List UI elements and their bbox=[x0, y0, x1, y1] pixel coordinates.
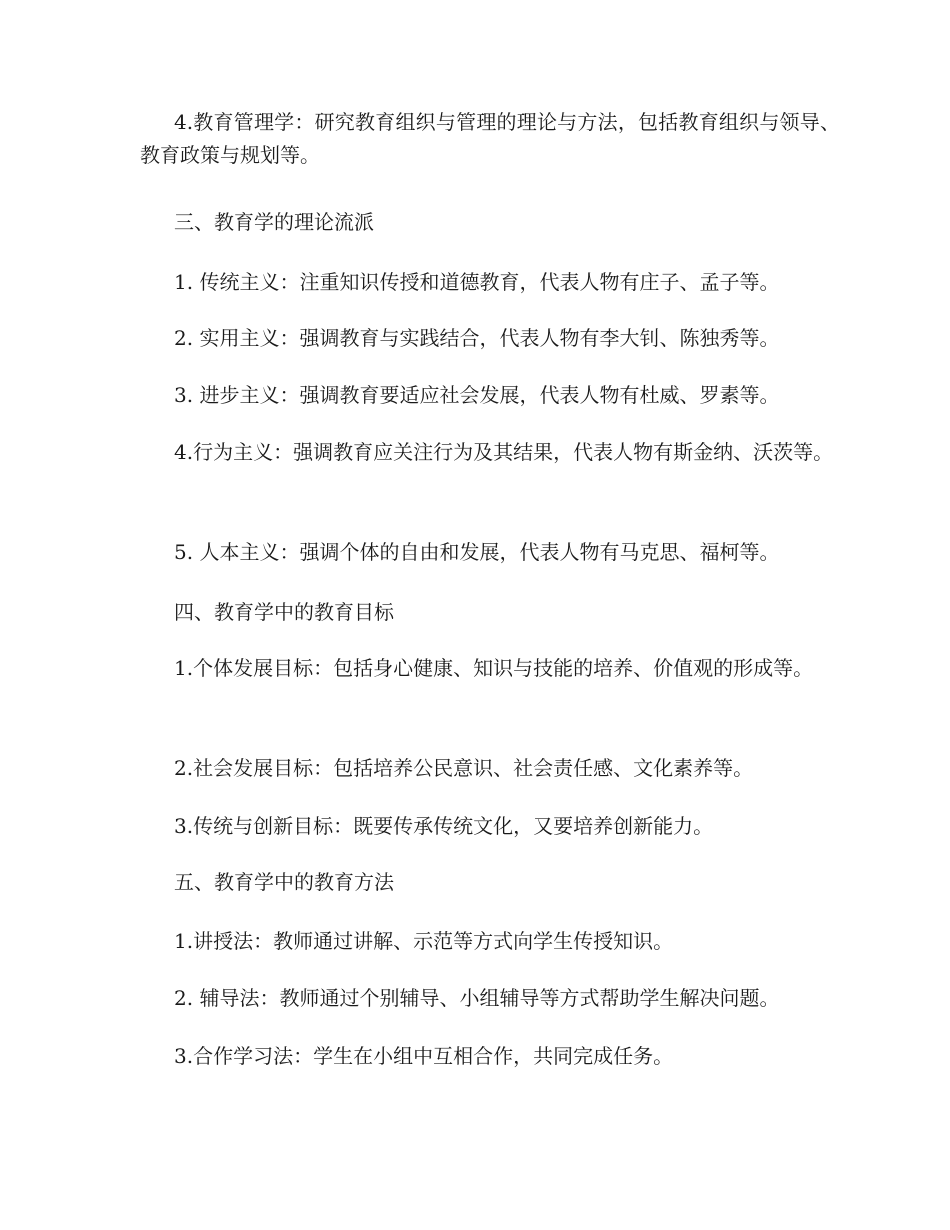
list-item-traditionalism: 1. 传统主义：注重知识传授和道德教育，代表人物有庄子、孟子等。 bbox=[174, 270, 780, 294]
section-heading-education-goals: 四、教育学中的教育目标 bbox=[174, 600, 394, 624]
list-item-tradition-innovation-goal: 3.传统与创新目标：既要传承传统文化，又要培养创新能力。 bbox=[174, 814, 714, 838]
list-item-individual-goal: 1.个体发展目标：包括身心健康、知识与技能的培养、价值观的形成等。 bbox=[174, 656, 814, 680]
list-item-humanism: 5. 人本主义：强调个体的自由和发展，代表人物有马克思、福柯等。 bbox=[174, 540, 780, 564]
list-item-social-goal: 2.社会发展目标：包括培养公民意识、社会责任感、文化素养等。 bbox=[174, 756, 754, 780]
list-item-lecture-method: 1.讲授法：教师通过讲解、示范等方式向学生传授知识。 bbox=[174, 929, 674, 953]
section-heading-theory-schools: 三、教育学的理论流派 bbox=[174, 210, 374, 234]
list-item-progressivism: 3. 进步主义：强调教育要适应社会发展，代表人物有杜威、罗素等。 bbox=[174, 383, 780, 407]
list-item-tutoring-method: 2. 辅导法：教师通过个别辅导、小组辅导等方式帮助学生解决问题。 bbox=[174, 986, 780, 1010]
list-item-cooperative-learning: 3.合作学习法：学生在小组中互相合作，共同完成任务。 bbox=[174, 1044, 674, 1068]
list-item-pragmatism: 2. 实用主义：强调教育与实践结合，代表人物有李大钊、陈独秀等。 bbox=[174, 326, 780, 350]
paragraph-education-management: 4.教育管理学：研究教育组织与管理的理论与方法，包括教育组织与领导、教育政策与规划等。 bbox=[140, 110, 840, 167]
section-heading-education-methods: 五、教育学中的教育方法 bbox=[174, 870, 394, 894]
list-item-behaviorism: 4.行为主义：强调教育应关注行为及其结果，代表人物有斯金纳、沃茨等。 bbox=[174, 440, 834, 464]
